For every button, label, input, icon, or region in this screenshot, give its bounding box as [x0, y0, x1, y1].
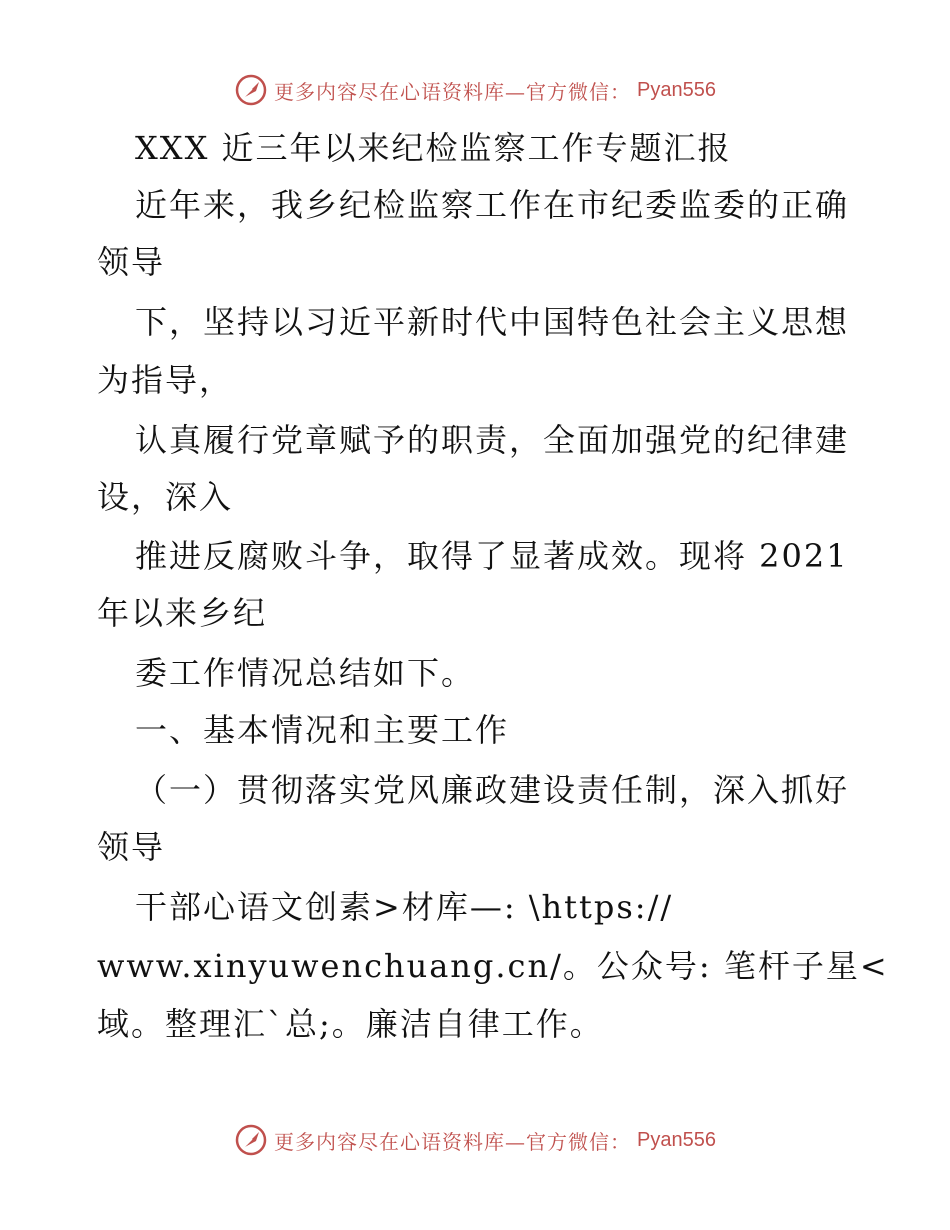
- document-title: XXX 近三年以来纪检监察工作专题汇报: [135, 129, 732, 167]
- banner-wechat-id: Pyan556: [637, 1128, 716, 1151]
- paragraph-line: 干部心语文创素>材库—: \https://: [135, 888, 674, 926]
- paragraph-line: 领导: [97, 828, 166, 866]
- paragraph-line: 域。整理汇`总;。廉洁自律工作。: [97, 1005, 604, 1043]
- banner-text: 更多内容尽在心语资料库—官方微信：: [274, 79, 632, 104]
- paragraph-line: 为指导，: [97, 361, 234, 399]
- quill-logo-icon: [234, 73, 268, 107]
- header-watermark-banner: [0, 70, 950, 110]
- section-heading: 一、基本情况和主要工作: [135, 711, 510, 749]
- paragraph-line: www.xinyuwenchuang.cn/。公众号: 笔杆子星<: [97, 947, 889, 985]
- paragraph-line: 近年来，我乡纪检监察工作在市纪委监委的正确: [135, 186, 850, 224]
- quill-logo-icon: [234, 1123, 268, 1157]
- paragraph-line: 设，深入: [97, 478, 234, 516]
- subsection-heading: （一）贯彻落实党风廉政建设责任制，深入抓好: [135, 771, 850, 809]
- paragraph-line: 领导: [97, 243, 166, 281]
- paragraph-line: 下，坚持以习近平新时代中国特色社会主义思想: [135, 303, 850, 341]
- paragraph-line: 推进反腐败斗争，取得了显著成效。现将 2021: [135, 537, 849, 575]
- paragraph-line: 委工作情况总结如下。: [135, 654, 476, 692]
- banner-wechat-id: Pyan556: [637, 78, 716, 101]
- banner-text: 更多内容尽在心语资料库—官方微信：: [274, 1129, 632, 1154]
- paragraph-line: 认真履行党章赋予的职责，全面加强党的纪律建: [135, 421, 850, 459]
- paragraph-line: 年以来乡纪: [97, 594, 268, 632]
- footer-watermark-banner: [0, 1120, 950, 1160]
